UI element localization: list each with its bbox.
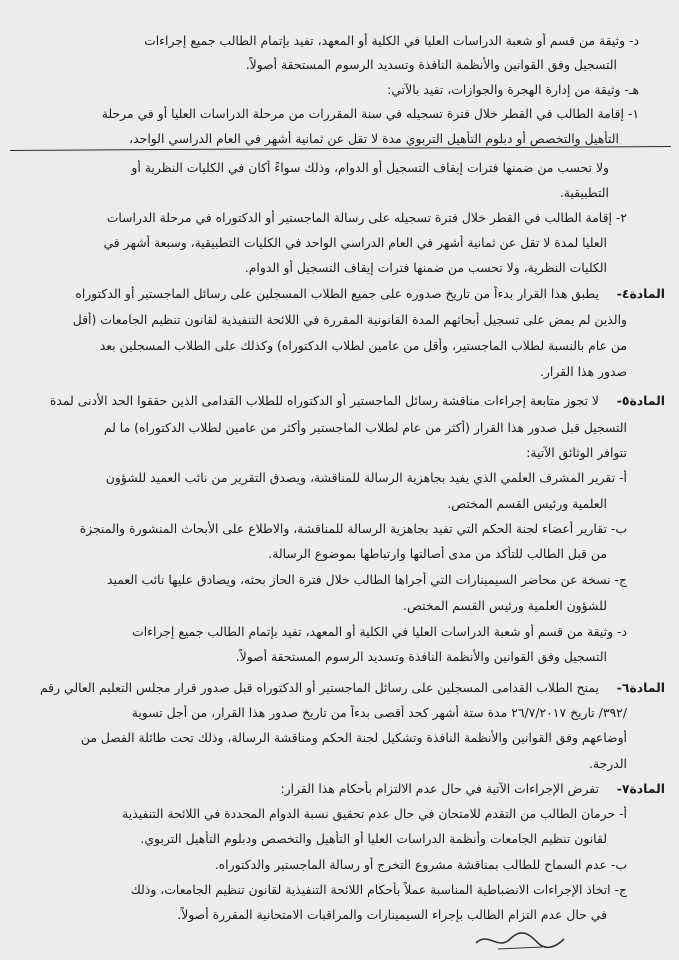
line-h2-3: الكليات النظرية، ولا تحسب من ضمنها فترات إيقاف التسجيل أو الدوام. — [244, 260, 607, 275]
line-d-2: التسجيل وفق القوانين والأنظمة النافذة وتسديد الرسوم المستحقة أصولاً. — [245, 57, 617, 72]
line-h1-3: ولا تحسب من ضمنها فترات إيقاف التسجيل أو الدوام، وذلك سواءً أكان في الكليات النظرية أو — [131, 160, 609, 175]
article-5-c-2: للشؤون العلمية ورئيس القسم المختص. — [403, 598, 607, 613]
article-7-b: ب- عدم السماح للطالب بمناقشة مشروع التخرج أو رسالة الماجستير والدكتوراه. — [214, 857, 627, 872]
article-6-line-4: الدرجة. — [589, 756, 627, 771]
signature-mark — [468, 925, 568, 955]
article-7-c-1: ج- اتخاذ الإجراءات الانضباطية المناسبة عملاً بأحكام اللائحة التنفيذية لقانون تنظيم الجامعات، وذلك — [130, 882, 627, 897]
article-4-line-1: يطبق هذا القرار بدءاً من تاريخ صدوره على جميع الطلاب المسجلين على رسائل الماجستير أو الدكتوراه — [75, 286, 599, 301]
article-7-a-2: لقانون تنظيم الجامعات وأنظمة الدراسات العليا أو التأهيل والتخصص ودبلوم التأهيل التربوي. — [140, 831, 607, 846]
article-5-a-1: أ- تقرير المشرف العلمي الذي يفيد بجاهزية الرسالة للمناقشة، ويصدق التقرير من نائب العميد للشؤون — [105, 470, 627, 485]
article-5-line-1: لا تجوز متابعة إجراءات مناقشة رسائل الماجستير أو الدكتوراه للطلاب القدامى الذين حققوا الحد الأدنى لمدة — [49, 393, 599, 408]
article-5-d-2: التسجيل وفق القوانين والأنظمة النافذة وتسديد الرسوم المستحقة أصولاً. — [235, 649, 607, 664]
article-4-label: المادة٤- — [616, 286, 665, 301]
article-5-b-1: ب- تقارير أعضاء لجنة الحكم التي تفيد بجاهزية الرسالة للمناقشة، والاطلاع على الأبحاث المنشورة والمنجزة — [79, 521, 627, 536]
line-h2-1: ٢- إقامة الطالب في القطر خلال فترة تسجيله على رسالة الماجستير أو الدكتوراه في مرحلة الدراسات — [106, 210, 627, 225]
article-5-label: المادة٥- — [616, 393, 665, 408]
article-5-d-1: د- وثيقة من قسم أو شعبة الدراسات العليا في الكلية أو المعهد، تفيد بإتمام الطالب جميع إجراءات — [132, 624, 627, 639]
article-7-c-2: في حال عدم التزام الطالب بإجراء السيمينارات والمراقبات الامتحانية المقررة أصولاً. — [177, 907, 607, 922]
line-d-1: د- وثيقة من قسم أو شعبة الدراسات العليا في الكلية أو المعهد، تفيد بإتمام الطالب جميع إجراءات — [144, 33, 639, 48]
article-7-line-1: تفرض الإجراءات الآتية في حال عدم الالتزام بأحكام هذا القرار: — [280, 781, 599, 796]
article-4-line-2: والذين لم يمض على تسجيل أبحاثهم المدة القانونية المقررة في اللائحة التنفيذية لقانون تنظيم الجامعات (أقل — [72, 312, 627, 327]
line-h1-1: ١- إقامة الطالب في القطر خلال فترة تسجيله في سنة المقررات من مرحلة الدراسات العليا أو في مرحلة — [101, 106, 639, 121]
article-7-a-1: أ- حرمان الطالب من التقدم للامتحان في حال عدم تحقيق نسبة الدوام المحددة في اللائحة التنفيذية — [122, 806, 627, 821]
line-h1-4: التطبيقية. — [559, 185, 609, 200]
line-h: هـ- وثيقة من إدارة الهجرة والجوازات، تفيد بالآتي: — [387, 82, 639, 97]
line-h2-2: العليا لمدة لا تقل عن ثمانية أشهر في العام الدراسي الواحد في الكليات التطبيقية، وسبعة أشهر في — [103, 235, 607, 250]
article-4-line-3: من عام بالنسبة لطلاب الماجستير، وأقل من عامين لطلاب الدكتوراه) وكذلك على الطلاب المسجلين بعد — [99, 338, 627, 353]
article-5-b-2: من قبل الطالب للتأكد من مدى أصالتها وارتباطها بموضوع الرسالة. — [268, 546, 607, 561]
article-4-line-4: صدور هذا القرار. — [539, 364, 627, 379]
article-6-line-1: يمنح الطلاب القدامى المسجلين على رسائل الماجستير أو الدكتوراه قبل صدور قرار مجلس التعليم العالي رقم — [39, 680, 599, 695]
article-6-label: المادة٦- — [616, 680, 665, 695]
article-5-line-3: تتوافر الوثائق الآتية: — [526, 445, 627, 460]
article-5-c-1: ج- نسخة عن محاضر السيمينارات التي أجراها الطالب خلال فترة الحاز بحثه، ويصادق عليها نائب العميد — [107, 572, 627, 587]
article-5-line-2: التسجيل قبل صدور هذا القرار (أكثر من عام لطلاب الماجستير وأكثر من عامين لطلاب الدكتوراه) ما لم — [103, 420, 627, 435]
article-7-label: المادة٧- — [616, 781, 665, 796]
article-6-line-2: /٣٩٢/ تاريخ ٢٦/٧/٢٠١٧ مدة ستة أشهر كحد أقصى بدءاً من تاريخ صدور هذا القرار، من أجل تسوية — [131, 705, 627, 720]
article-5-a-2: العلمية ورئيس القسم المختص. — [447, 496, 607, 511]
line-h1-2: التأهيل والتخصص أو دبلوم التأهيل التربوي مدة لا تقل عن ثمانية أشهر في العام الدراسي الواحد، — [129, 131, 619, 146]
article-6-line-3: أوضاعهم وفق القوانين والأنظمة النافذة وتشكيل لجنة الحكم ومناقشة الرسالة، وذلك تحت طائلة الفصل من — [80, 730, 627, 745]
